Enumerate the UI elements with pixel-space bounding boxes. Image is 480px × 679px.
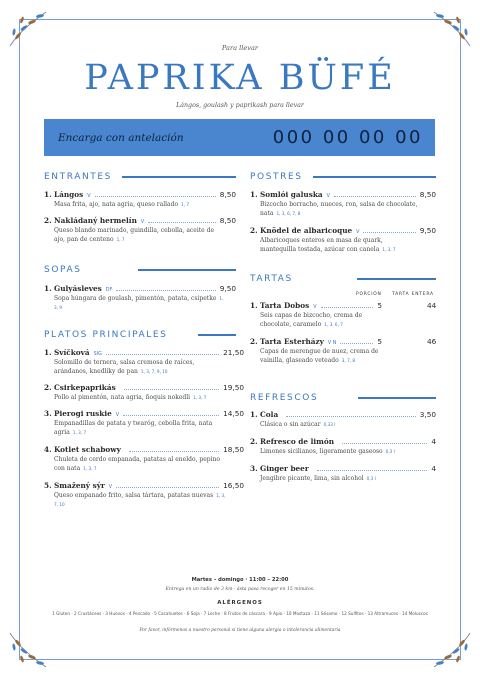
item-price: 16,50	[223, 481, 244, 490]
column-header-whole-cake: TARTA ENTERA	[392, 292, 434, 297]
item-price: 8,50	[219, 190, 236, 199]
allergen-codes: 0,3 l	[385, 449, 395, 454]
item-description: Solomillo de ternera, salsa cremosa de raíces, arándanos, knedlíky de pan	[54, 359, 195, 375]
opening-hours: Martes – domingo · 11:00 – 22:00	[191, 577, 289, 583]
item-description: Limones sicilianos, ligeramente gaseoso	[260, 448, 383, 455]
item-description: Empanadillas de patata y twaróg, cebolla frita, nata agria	[54, 420, 213, 436]
item-price: 14,50	[223, 409, 244, 418]
menu-item: 5. Smažený sýr V 16,50 Queso empanado frito, salsa tártara, patatas nuevas 1, 3, 7, 10	[44, 481, 244, 507]
allergen-codes: 0,3 l	[366, 476, 376, 481]
section-platos-principales	[44, 330, 236, 340]
item-name: Smažený sýr	[54, 481, 105, 490]
order-banner	[44, 119, 435, 156]
item-description: Queso empanado frito, salsa tártara, patatas nuevas	[54, 492, 214, 499]
diet-tag: V	[356, 230, 360, 235]
menu-item: 1. Gulyásleves DF 9,50 Sopa húngara de goulash, pimentón, patata, csipetke 1, 3, 9	[44, 284, 236, 310]
item-price: 18,50	[223, 445, 244, 454]
section-title: PLATOS PRINCIPALES	[44, 330, 168, 340]
diet-tag: V	[326, 194, 330, 199]
section-refrescos	[250, 393, 436, 403]
item-price: 5	[377, 337, 382, 346]
item-description: Capas de merengue de nuez, crema de vainilla, glaseado veteado	[260, 348, 379, 364]
menu-item: 1. Tarta Dobos V 5 Seis capas de bizcocho, crema de chocolate, caramelo 1, 3, 6, 7	[250, 301, 382, 328]
item-name: Nakládaný hermelín	[54, 216, 137, 225]
item-price: 3,50	[419, 410, 436, 419]
diet-tag: V N	[327, 341, 337, 346]
item-price: 19,50	[223, 383, 244, 392]
tagline: Para llevar	[221, 44, 259, 52]
subtitle: Lángos, goulash y paprikash para llevar	[176, 102, 304, 109]
item-name: Tarta Dobos	[260, 301, 310, 310]
item-description: Chuleta de cerdo empanada, patatas al eneldo, pepino con nata	[54, 456, 221, 472]
diet-tag: V	[115, 413, 120, 418]
menu-item: 1. Lángos V 8,50 Masa frita, ajo, nata agria, queso rallado 1, 7	[44, 190, 236, 208]
item-description: Queso blando marinado, guindilla, cebolla, aceite de ajo, pan de centeno	[54, 227, 214, 243]
allergen-codes: 1, 3, 7	[72, 429, 87, 435]
allergen-codes: 1, 3, 7	[83, 465, 97, 471]
section-postres	[250, 172, 436, 182]
item-name: Svíčková	[54, 348, 90, 357]
item-price: 8,50	[419, 190, 436, 199]
item-price: 4	[431, 464, 436, 473]
item-price-whole: 46	[427, 337, 437, 346]
leaf-ornament-icon	[424, 629, 474, 673]
item-name: Pierogi ruskie	[54, 409, 112, 418]
item-description: Seis capas de bizcocho, crema de chocolate, caramelo	[260, 312, 363, 328]
diet-tag: V	[87, 194, 91, 199]
section-title: SOPAS	[44, 265, 82, 275]
diet-tag: V	[140, 220, 145, 225]
allergen-codes: 1, 7	[116, 236, 125, 242]
menu-item: 3. Ginger beer 4 Jengibre picante, lima, sin alcohol 0,3 l	[250, 464, 436, 482]
allergen-codes: 1, 3, 7, 9, 10	[140, 368, 168, 374]
menu-item: 1. Somlói galuska V 8,50 Bizcocho borracho, nueces, ron, salsa de chocolate, nata 1, 3, 6, 7, 8	[250, 190, 436, 217]
allergen-codes: 1, 3, 6, 7, 8	[276, 210, 301, 216]
item-name: Gulyásleves	[54, 284, 102, 293]
item-name: Somlói galuska	[260, 190, 323, 199]
diet-tag: V	[313, 305, 317, 310]
item-description: Clásica o sin azúcar	[260, 421, 321, 428]
item-description: Pollo al pimentón, nata agria, ñoquis nokedli	[54, 394, 191, 401]
diet-tag: DF	[105, 288, 113, 293]
allergen-codes: 1, 3, 7	[193, 395, 207, 400]
menu-item: 2. Tarta Esterházy V N 5 Capas de merengue de nuez, crema de vainilla, glaseado veteado 3, 7, 8	[250, 337, 382, 364]
item-price: 5	[377, 301, 382, 310]
menu-item: 3. Pierogi ruskie V 14,50 Empanadillas de patata y twaróg, cebolla frita, nata agria 1, 3, 7	[44, 409, 244, 436]
item-price: 9,50	[219, 284, 236, 293]
section-entrantes	[44, 172, 236, 182]
item-price: 4	[431, 437, 436, 446]
delivery-note: Entrega en un radio de 3 km · ásta pasa recoger en 15 minutos.	[165, 587, 315, 592]
section-title: TARTAS	[250, 274, 293, 284]
leaf-ornament-icon	[6, 629, 56, 673]
item-price: 9,50	[419, 226, 436, 235]
menu-item: 2. Knödel de albaricoque V 9,50 Albaricoques enteros en masa de quark, mantequilla tostada, azúcar con canela 1, 3, 7	[250, 226, 436, 253]
banner-label: Encarga con antelación	[58, 131, 184, 144]
item-description: Masa frita, ajo, nata agria, queso rallado	[54, 201, 179, 208]
allergen-codes: 1, 3, 7, 10	[54, 493, 226, 507]
phone-number[interactable]: 000 00 00 00	[272, 127, 423, 148]
diet-tag: SIG	[93, 352, 102, 357]
menu-item: 1. Cola 3,50 Clásica o sin azúcar 0,33 l	[250, 410, 436, 428]
allergens-list: 1 Gluten · 2 Crustáceos · 3 Huevos · 4 Pescado · 5 Cacahuetes · 6 Soja · 7 Leche · 8 Frutos de cáscara · 9 Apio · 10 Mostaza · 11 Sésamo · 12 Sulfitos · 13 Altramuces · 14 Moluscos	[52, 611, 428, 616]
item-price: 21,50	[223, 348, 244, 357]
allergen-codes: 0,33 l	[323, 422, 336, 427]
item-price: 8,50	[219, 216, 236, 225]
item-price-whole: 44	[427, 301, 437, 310]
allergen-codes: 1, 7	[181, 202, 190, 207]
allergen-codes: 1, 3, 9	[54, 296, 224, 310]
item-description: Sopa húngara de goulash, pimentón, patata, csipetke	[54, 295, 217, 302]
column-header-portion: PORCIÓN	[356, 292, 382, 297]
allergen-codes: 1, 3, 7	[382, 246, 396, 252]
allergy-note: Por favor, infórmenos a nuestro personal si tiene alguna alergia o intolerancia alimentaria	[139, 628, 341, 633]
allergen-codes: 1, 3, 6, 7	[324, 321, 343, 327]
menu-item: 4. Kotlet schabowy 18,50 Chuleta de cerdo empanada, patatas al eneldo, pepino con nata 1, 3, 7	[44, 445, 244, 472]
menu-item: 2. Refresco de limón 4 Limones sicilianos, ligeramente gaseoso 0,3 l	[250, 437, 436, 455]
section-title: POSTRES	[250, 172, 303, 182]
menu-item: 2. Csirkepaprikás 19,50 Pollo al pimentón, nata agria, ñoquis nokedli 1, 3, 7	[44, 383, 244, 401]
section-tartas	[250, 274, 436, 284]
item-name: Lángos	[54, 190, 84, 199]
section-sopas	[44, 265, 236, 275]
item-name: Knödel de albaricoque	[260, 226, 353, 235]
item-name: Tarta Esterházy	[260, 337, 324, 346]
item-description: Jengibre picante, lima, sin alcohol	[260, 475, 364, 482]
item-name: Cola	[260, 410, 279, 419]
page-title: PAPRIKA BÜFÉ	[84, 58, 396, 98]
menu-item: 2. Nakládaný hermelín V 8,50 Queso blando marinado, guindilla, cebolla, aceite de ajo, pan de centeno 1, 7	[44, 216, 236, 243]
menu-item: 1. Svíčková SIG 21,50 Solomillo de ternera, salsa cremosa de raíces, arándanos, knedlíky de pan 1, 3, 7, 9, 10	[44, 348, 244, 375]
allergens-title: ALÉRGENOS	[217, 600, 263, 606]
item-description: Bizcocho borracho, nueces, ron, salsa de chocolate, nata	[260, 201, 418, 217]
allergen-codes: 3, 7, 8	[341, 357, 356, 363]
section-title: REFRESCOS	[250, 393, 319, 403]
section-title: ENTRANTES	[44, 172, 112, 182]
item-name: Kotlet schabowy	[54, 445, 121, 454]
item-description: Albaricoques enteros en masa de quark, mantequilla tostada, azúcar con canela	[260, 237, 383, 253]
item-name: Ginger beer	[260, 464, 309, 473]
item-name: Refresco de limón	[260, 437, 335, 446]
item-name: Csirkepaprikás	[54, 383, 116, 392]
diet-tag: V	[108, 485, 113, 490]
